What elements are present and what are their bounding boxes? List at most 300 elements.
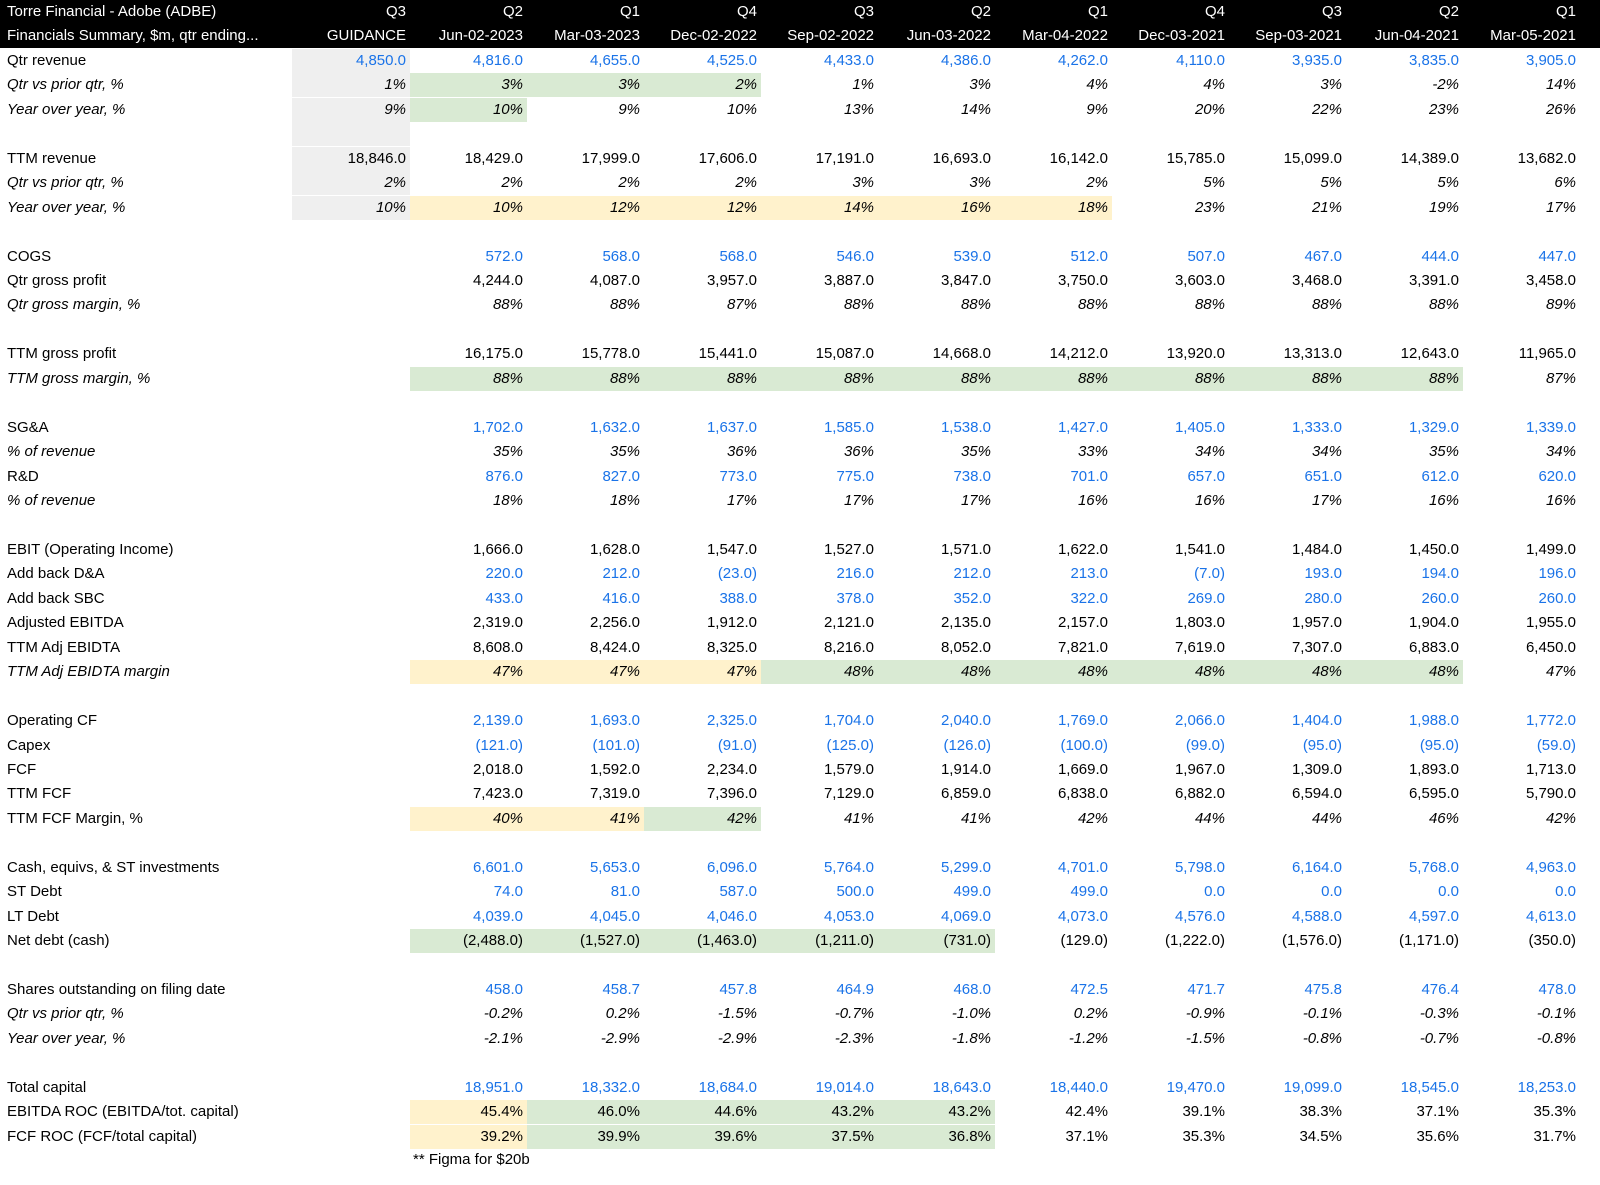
table-cell[interactable]: 35% bbox=[960, 443, 991, 461]
row-label[interactable]: Year over year, % bbox=[7, 1029, 126, 1047]
table-cell[interactable] bbox=[644, 391, 761, 415]
table-cell[interactable]: 48% bbox=[1112, 660, 1229, 684]
table-cell[interactable]: 2,139.0 bbox=[472, 712, 523, 730]
table-cell[interactable]: 6,601.0 bbox=[472, 858, 523, 876]
table-cell[interactable]: 0.2% bbox=[605, 1005, 640, 1023]
table-cell[interactable] bbox=[527, 831, 644, 855]
table-cell[interactable]: 1,957.0 bbox=[1291, 614, 1342, 632]
table-cell[interactable]: 3% bbox=[969, 174, 991, 192]
table-cell[interactable]: 14,668.0 bbox=[932, 345, 991, 363]
table-cell[interactable]: 88% bbox=[878, 367, 995, 391]
table-cell[interactable]: 44% bbox=[1194, 809, 1225, 827]
table-cell[interactable] bbox=[761, 954, 878, 978]
table-cell[interactable]: 4% bbox=[1203, 76, 1225, 94]
table-cell[interactable]: 45.4% bbox=[410, 1100, 527, 1124]
row-label[interactable] bbox=[0, 122, 292, 146]
table-cell[interactable] bbox=[292, 1125, 410, 1149]
table-cell[interactable]: 475.8 bbox=[1304, 981, 1342, 998]
table-cell[interactable]: 260.0 bbox=[1538, 589, 1576, 607]
header-cell[interactable]: Sep-02-2022 bbox=[787, 27, 874, 45]
table-cell[interactable] bbox=[527, 122, 644, 146]
table-cell[interactable]: 31.7% bbox=[1533, 1127, 1576, 1145]
table-cell[interactable] bbox=[878, 391, 995, 415]
table-cell[interactable]: 3,750.0 bbox=[1057, 271, 1108, 289]
table-cell[interactable]: -0.1% bbox=[1536, 1005, 1576, 1023]
table-cell[interactable]: 36.8% bbox=[878, 1125, 995, 1149]
row-label[interactable]: % of revenue bbox=[7, 492, 96, 509]
table-cell[interactable]: 1,499.0 bbox=[1525, 540, 1576, 558]
table-cell[interactable] bbox=[292, 367, 410, 391]
table-cell[interactable]: 1,405.0 bbox=[1174, 418, 1225, 436]
table-cell[interactable] bbox=[292, 685, 410, 709]
table-cell[interactable] bbox=[292, 905, 410, 929]
table-cell[interactable] bbox=[878, 831, 995, 855]
table-cell[interactable]: 19,099.0 bbox=[1283, 1078, 1342, 1096]
table-cell[interactable]: 1,579.0 bbox=[823, 760, 874, 778]
table-cell[interactable]: 42% bbox=[1077, 809, 1108, 827]
table-cell[interactable]: 447.0 bbox=[1538, 247, 1576, 265]
table-cell[interactable]: (95.0) bbox=[1419, 736, 1459, 754]
table-cell[interactable]: 88% bbox=[1346, 367, 1463, 391]
table-cell[interactable] bbox=[878, 954, 995, 978]
table-cell[interactable] bbox=[1112, 513, 1229, 537]
table-cell[interactable] bbox=[292, 416, 410, 440]
table-cell[interactable]: 36% bbox=[843, 443, 874, 461]
table-cell[interactable]: 88% bbox=[995, 367, 1112, 391]
table-cell[interactable]: 5% bbox=[1437, 174, 1459, 192]
row-label[interactable]: % of revenue bbox=[7, 443, 96, 461]
row-label[interactable] bbox=[0, 220, 292, 244]
table-cell[interactable]: 14% bbox=[1545, 76, 1576, 94]
table-cell[interactable]: 18,429.0 bbox=[464, 149, 523, 167]
table-cell[interactable]: 34% bbox=[1545, 443, 1576, 461]
table-cell[interactable]: 5% bbox=[1203, 174, 1225, 192]
table-cell[interactable]: 1,637.0 bbox=[706, 418, 757, 436]
table-cell[interactable]: 2,135.0 bbox=[940, 614, 991, 632]
table-cell[interactable]: 2,325.0 bbox=[706, 712, 757, 730]
table-cell[interactable]: 1,988.0 bbox=[1408, 712, 1459, 730]
table-cell[interactable]: 0.0 bbox=[1321, 883, 1342, 901]
table-cell[interactable]: 3,468.0 bbox=[1291, 271, 1342, 289]
table-cell[interactable]: 18,253.0 bbox=[1517, 1078, 1576, 1096]
table-cell[interactable]: 44.6% bbox=[644, 1100, 761, 1124]
table-cell[interactable] bbox=[878, 122, 995, 146]
table-cell[interactable]: 0.0 bbox=[1438, 883, 1459, 901]
table-cell[interactable]: 1% bbox=[292, 73, 410, 97]
table-cell[interactable]: -0.7% bbox=[834, 1005, 874, 1023]
table-cell[interactable] bbox=[878, 220, 995, 244]
table-cell[interactable]: 827.0 bbox=[602, 467, 640, 485]
table-cell[interactable] bbox=[644, 685, 761, 709]
table-cell[interactable]: 46.0% bbox=[527, 1100, 644, 1124]
row-label[interactable]: R&D bbox=[7, 467, 39, 485]
table-cell[interactable]: 3,458.0 bbox=[1525, 271, 1576, 289]
table-cell[interactable]: 2,234.0 bbox=[706, 760, 757, 778]
table-cell[interactable]: 14,389.0 bbox=[1400, 149, 1459, 167]
table-cell[interactable] bbox=[1346, 318, 1463, 342]
table-cell[interactable] bbox=[410, 391, 527, 415]
table-cell[interactable]: 458.7 bbox=[602, 981, 640, 998]
table-cell[interactable] bbox=[761, 318, 878, 342]
table-cell[interactable]: 12% bbox=[527, 196, 644, 220]
table-cell[interactable] bbox=[761, 685, 878, 709]
table-cell[interactable]: 87% bbox=[726, 296, 757, 314]
table-cell[interactable]: (350.0) bbox=[1528, 932, 1576, 950]
table-cell[interactable]: 3% bbox=[527, 73, 644, 97]
table-cell[interactable]: 23% bbox=[1428, 100, 1459, 118]
table-cell[interactable] bbox=[292, 342, 410, 366]
table-cell[interactable] bbox=[1463, 122, 1580, 146]
header-cell[interactable]: Dec-03-2021 bbox=[1138, 27, 1225, 45]
row-label[interactable]: EBIT (Operating Income) bbox=[7, 540, 174, 558]
table-cell[interactable]: 657.0 bbox=[1187, 467, 1225, 485]
table-cell[interactable] bbox=[878, 685, 995, 709]
table-cell[interactable]: 2% bbox=[292, 171, 410, 195]
table-cell[interactable]: 701.0 bbox=[1070, 467, 1108, 485]
table-cell[interactable]: 7,821.0 bbox=[1057, 638, 1108, 656]
row-label[interactable]: TTM Adj EBIDTA margin bbox=[7, 663, 170, 681]
table-cell[interactable]: 0.2% bbox=[1073, 1005, 1108, 1023]
table-cell[interactable]: 22% bbox=[1311, 100, 1342, 118]
table-cell[interactable]: 26% bbox=[1545, 100, 1576, 118]
table-cell[interactable]: -0.1% bbox=[1302, 1005, 1342, 1023]
table-cell[interactable]: 3,905.0 bbox=[1525, 51, 1576, 69]
table-cell[interactable] bbox=[292, 611, 410, 635]
table-cell[interactable] bbox=[644, 318, 761, 342]
table-cell[interactable]: 2,256.0 bbox=[589, 614, 640, 632]
row-label[interactable]: SG&A bbox=[7, 418, 49, 436]
table-cell[interactable] bbox=[1229, 122, 1346, 146]
table-cell[interactable]: 12% bbox=[644, 196, 761, 220]
table-cell[interactable]: 1,955.0 bbox=[1525, 614, 1576, 632]
row-label[interactable]: EBITDA ROC (EBITDA/tot. capital) bbox=[7, 1103, 239, 1121]
table-cell[interactable]: 3% bbox=[852, 174, 874, 192]
table-cell[interactable]: 4,262.0 bbox=[1057, 51, 1108, 69]
table-cell[interactable]: 10% bbox=[410, 98, 527, 122]
table-cell[interactable] bbox=[292, 391, 410, 415]
table-cell[interactable]: 48% bbox=[878, 660, 995, 684]
table-cell[interactable] bbox=[292, 1100, 410, 1124]
table-cell[interactable]: 10% bbox=[410, 196, 527, 220]
table-cell[interactable]: 18,846.0 bbox=[292, 147, 410, 171]
table-cell[interactable]: (129.0) bbox=[1060, 932, 1108, 950]
table-cell[interactable]: 88% bbox=[843, 296, 874, 314]
table-cell[interactable]: 468.0 bbox=[953, 981, 991, 998]
table-cell[interactable] bbox=[292, 587, 410, 611]
table-cell[interactable]: 15,099.0 bbox=[1283, 149, 1342, 167]
table-cell[interactable]: 4,046.0 bbox=[706, 907, 757, 925]
table-cell[interactable]: 3,603.0 bbox=[1174, 271, 1225, 289]
table-cell[interactable]: 620.0 bbox=[1538, 467, 1576, 485]
table-cell[interactable]: 196.0 bbox=[1538, 565, 1576, 583]
table-cell[interactable] bbox=[292, 929, 410, 953]
table-cell[interactable]: -0.9% bbox=[1185, 1005, 1225, 1023]
table-cell[interactable] bbox=[1463, 1051, 1580, 1075]
table-cell[interactable]: 388.0 bbox=[719, 589, 757, 607]
table-cell[interactable] bbox=[644, 1051, 761, 1075]
table-cell[interactable] bbox=[292, 122, 410, 146]
table-cell[interactable]: 36% bbox=[726, 443, 757, 461]
table-cell[interactable]: 1,666.0 bbox=[472, 540, 523, 558]
table-cell[interactable] bbox=[1229, 318, 1346, 342]
table-cell[interactable] bbox=[292, 734, 410, 758]
table-cell[interactable] bbox=[1112, 954, 1229, 978]
header-cell[interactable]: Mar-03-2023 bbox=[554, 27, 640, 45]
table-cell[interactable] bbox=[292, 245, 410, 269]
table-cell[interactable]: 43.2% bbox=[761, 1100, 878, 1124]
table-cell[interactable]: 467.0 bbox=[1304, 247, 1342, 265]
table-cell[interactable] bbox=[292, 440, 410, 464]
row-label[interactable]: Capex bbox=[7, 736, 51, 754]
table-cell[interactable] bbox=[995, 831, 1112, 855]
table-cell[interactable]: (100.0) bbox=[1060, 736, 1108, 754]
table-cell[interactable]: 88% bbox=[1428, 296, 1459, 314]
table-cell[interactable] bbox=[292, 782, 410, 806]
table-cell[interactable] bbox=[292, 954, 410, 978]
table-cell[interactable]: 1,547.0 bbox=[706, 540, 757, 558]
table-cell[interactable] bbox=[292, 1027, 410, 1051]
table-cell[interactable]: 213.0 bbox=[1070, 565, 1108, 583]
table-cell[interactable]: 1,914.0 bbox=[940, 760, 991, 778]
table-cell[interactable]: 1,309.0 bbox=[1291, 760, 1342, 778]
table-cell[interactable] bbox=[995, 1051, 1112, 1075]
table-cell[interactable] bbox=[761, 1051, 878, 1075]
table-cell[interactable]: 269.0 bbox=[1187, 589, 1225, 607]
table-cell[interactable]: 2,157.0 bbox=[1057, 614, 1108, 632]
table-cell[interactable]: 21% bbox=[1311, 198, 1342, 216]
table-cell[interactable]: 39.1% bbox=[1182, 1103, 1225, 1121]
table-cell[interactable]: 6,594.0 bbox=[1291, 785, 1342, 803]
table-cell[interactable] bbox=[995, 513, 1112, 537]
table-cell[interactable]: 651.0 bbox=[1304, 467, 1342, 485]
table-cell[interactable]: 4,045.0 bbox=[589, 907, 640, 925]
table-cell[interactable]: (101.0) bbox=[592, 736, 640, 754]
table-cell[interactable]: 1,622.0 bbox=[1057, 540, 1108, 558]
table-cell[interactable]: 4,386.0 bbox=[940, 51, 991, 69]
table-cell[interactable]: 38.3% bbox=[1299, 1103, 1342, 1121]
table-cell[interactable]: 193.0 bbox=[1304, 565, 1342, 583]
table-cell[interactable]: 5% bbox=[1320, 174, 1342, 192]
table-cell[interactable]: 773.0 bbox=[719, 467, 757, 485]
table-cell[interactable] bbox=[1463, 391, 1580, 415]
table-cell[interactable]: 14% bbox=[960, 100, 991, 118]
table-cell[interactable]: 4,525.0 bbox=[706, 51, 757, 69]
table-cell[interactable]: 1,339.0 bbox=[1525, 418, 1576, 436]
table-cell[interactable]: 7,619.0 bbox=[1174, 638, 1225, 656]
table-cell[interactable]: 5,790.0 bbox=[1525, 785, 1576, 803]
table-cell[interactable] bbox=[292, 831, 410, 855]
header-cell[interactable]: Q4 bbox=[1204, 3, 1225, 20]
table-cell[interactable] bbox=[1229, 513, 1346, 537]
table-cell[interactable] bbox=[644, 954, 761, 978]
header-cell[interactable]: Q2 bbox=[502, 3, 523, 20]
table-cell[interactable]: 4,053.0 bbox=[823, 907, 874, 925]
table-cell[interactable]: (2,488.0) bbox=[410, 929, 527, 953]
table-cell[interactable]: -2.3% bbox=[834, 1029, 874, 1047]
table-cell[interactable]: 1,904.0 bbox=[1408, 614, 1459, 632]
table-cell[interactable] bbox=[644, 513, 761, 537]
table-cell[interactable]: (7.0) bbox=[1194, 565, 1225, 583]
row-label[interactable]: Add back D&A bbox=[7, 565, 105, 583]
table-cell[interactable]: 89% bbox=[1545, 296, 1576, 314]
row-label[interactable]: Year over year, % bbox=[7, 100, 126, 118]
table-cell[interactable]: 88% bbox=[1194, 296, 1225, 314]
table-cell[interactable]: 0.0 bbox=[1204, 883, 1225, 901]
table-cell[interactable]: 499.0 bbox=[953, 883, 991, 901]
table-cell[interactable]: 18,440.0 bbox=[1049, 1078, 1108, 1096]
row-label[interactable]: Net debt (cash) bbox=[7, 932, 110, 950]
table-cell[interactable]: 4,613.0 bbox=[1525, 907, 1576, 925]
table-cell[interactable]: 19% bbox=[1428, 198, 1459, 216]
table-cell[interactable]: 568.0 bbox=[719, 247, 757, 265]
row-label[interactable]: Year over year, % bbox=[7, 198, 126, 216]
header-cell[interactable]: Q4 bbox=[736, 3, 757, 20]
table-cell[interactable]: 19,014.0 bbox=[815, 1078, 874, 1096]
table-cell[interactable]: 476.4 bbox=[1421, 981, 1459, 998]
table-cell[interactable] bbox=[1463, 318, 1580, 342]
table-cell[interactable]: 47% bbox=[410, 660, 527, 684]
table-cell[interactable] bbox=[1229, 391, 1346, 415]
table-cell[interactable]: 88% bbox=[1077, 296, 1108, 314]
row-label[interactable]: Qtr gross margin, % bbox=[7, 296, 141, 314]
row-label[interactable]: TTM gross profit bbox=[7, 345, 117, 363]
table-cell[interactable]: 1,484.0 bbox=[1291, 540, 1342, 558]
table-cell[interactable]: 10% bbox=[292, 196, 410, 220]
table-cell[interactable]: 1,669.0 bbox=[1057, 760, 1108, 778]
table-cell[interactable]: 44% bbox=[1311, 809, 1342, 827]
table-cell[interactable] bbox=[878, 513, 995, 537]
table-cell[interactable]: 5,764.0 bbox=[823, 858, 874, 876]
table-cell[interactable]: 212.0 bbox=[602, 565, 640, 583]
table-cell[interactable]: 0.0 bbox=[1555, 883, 1576, 901]
table-cell[interactable] bbox=[995, 220, 1112, 244]
table-cell[interactable] bbox=[1229, 831, 1346, 855]
table-cell[interactable] bbox=[761, 391, 878, 415]
table-cell[interactable]: 1,427.0 bbox=[1057, 418, 1108, 436]
table-cell[interactable]: 1,713.0 bbox=[1525, 760, 1576, 778]
table-cell[interactable] bbox=[1229, 954, 1346, 978]
table-cell[interactable]: 4,850.0 bbox=[292, 49, 410, 73]
table-cell[interactable]: 41% bbox=[960, 809, 991, 827]
table-cell[interactable] bbox=[527, 954, 644, 978]
table-cell[interactable]: (1,576.0) bbox=[1281, 932, 1342, 950]
table-cell[interactable] bbox=[1346, 954, 1463, 978]
table-cell[interactable]: 17,999.0 bbox=[581, 149, 640, 167]
table-cell[interactable] bbox=[995, 954, 1112, 978]
table-cell[interactable]: 88% bbox=[410, 367, 527, 391]
row-label[interactable]: TTM revenue bbox=[7, 149, 97, 167]
table-cell[interactable]: 88% bbox=[609, 296, 640, 314]
table-cell[interactable]: 4,963.0 bbox=[1525, 858, 1576, 876]
table-cell[interactable]: 458.0 bbox=[485, 981, 523, 998]
table-cell[interactable]: 37.1% bbox=[1416, 1103, 1459, 1121]
row-label[interactable]: Qtr vs prior qtr, % bbox=[7, 174, 124, 192]
table-cell[interactable] bbox=[878, 1051, 995, 1075]
table-cell[interactable]: 539.0 bbox=[953, 247, 991, 265]
row-label[interactable]: TTM Adj EBIDTA bbox=[7, 638, 121, 656]
header-cell[interactable]: Jun-03-2022 bbox=[906, 27, 991, 45]
table-cell[interactable]: 2% bbox=[735, 174, 757, 192]
table-cell[interactable] bbox=[761, 513, 878, 537]
table-cell[interactable]: 1,704.0 bbox=[823, 712, 874, 730]
table-cell[interactable]: 3,957.0 bbox=[706, 271, 757, 289]
table-cell[interactable]: 81.0 bbox=[610, 883, 640, 901]
table-cell[interactable]: 35% bbox=[1428, 443, 1459, 461]
table-cell[interactable]: 9% bbox=[1086, 100, 1108, 118]
table-cell[interactable]: 4,069.0 bbox=[940, 907, 991, 925]
row-label[interactable] bbox=[0, 831, 292, 855]
table-cell[interactable]: 738.0 bbox=[953, 467, 991, 485]
table-cell[interactable] bbox=[292, 489, 410, 513]
table-cell[interactable]: 2,066.0 bbox=[1174, 712, 1225, 730]
table-cell[interactable]: 15,785.0 bbox=[1166, 149, 1225, 167]
table-cell[interactable]: 8,216.0 bbox=[823, 638, 874, 656]
table-cell[interactable]: 416.0 bbox=[602, 589, 640, 607]
table-cell[interactable]: 23% bbox=[1194, 198, 1225, 216]
table-cell[interactable] bbox=[410, 831, 527, 855]
table-cell[interactable]: 220.0 bbox=[485, 565, 523, 583]
table-cell[interactable]: 5,653.0 bbox=[589, 858, 640, 876]
table-cell[interactable]: 775.0 bbox=[836, 467, 874, 485]
table-cell[interactable]: 512.0 bbox=[1070, 247, 1108, 265]
table-cell[interactable]: 546.0 bbox=[836, 247, 874, 265]
table-cell[interactable]: 18,951.0 bbox=[464, 1078, 523, 1096]
table-cell[interactable] bbox=[1346, 220, 1463, 244]
table-cell[interactable]: 39.6% bbox=[644, 1125, 761, 1149]
table-cell[interactable] bbox=[292, 513, 410, 537]
table-cell[interactable]: 47% bbox=[527, 660, 644, 684]
table-cell[interactable]: 12,643.0 bbox=[1400, 345, 1459, 363]
table-cell[interactable]: 37.5% bbox=[761, 1125, 878, 1149]
table-cell[interactable] bbox=[292, 856, 410, 880]
table-cell[interactable]: 7,129.0 bbox=[823, 785, 874, 803]
table-cell[interactable]: 48% bbox=[1229, 660, 1346, 684]
table-cell[interactable]: 16% bbox=[1194, 492, 1225, 509]
row-label[interactable]: TTM FCF Margin, % bbox=[7, 809, 143, 827]
table-cell[interactable]: 8,325.0 bbox=[706, 638, 757, 656]
table-cell[interactable]: 471.7 bbox=[1187, 981, 1225, 998]
table-cell[interactable]: 19,470.0 bbox=[1166, 1078, 1225, 1096]
table-cell[interactable]: 17% bbox=[1545, 198, 1576, 216]
row-label[interactable]: Qtr revenue bbox=[7, 51, 87, 69]
header-cell[interactable]: Q3 bbox=[853, 3, 874, 20]
table-cell[interactable]: 6,164.0 bbox=[1291, 858, 1342, 876]
row-label[interactable]: TTM gross margin, % bbox=[7, 369, 151, 387]
table-cell[interactable]: 4,576.0 bbox=[1174, 907, 1225, 925]
table-cell[interactable] bbox=[1229, 220, 1346, 244]
table-cell[interactable]: 1% bbox=[852, 76, 874, 94]
table-cell[interactable]: 572.0 bbox=[485, 247, 523, 265]
table-cell[interactable] bbox=[761, 220, 878, 244]
table-cell[interactable]: -2% bbox=[1432, 76, 1459, 94]
table-cell[interactable]: 216.0 bbox=[836, 565, 874, 583]
table-cell[interactable]: 1,538.0 bbox=[940, 418, 991, 436]
table-cell[interactable]: 4,110.0 bbox=[1176, 51, 1225, 69]
table-cell[interactable] bbox=[410, 220, 527, 244]
table-cell[interactable] bbox=[1463, 954, 1580, 978]
table-cell[interactable]: (1,463.0) bbox=[644, 929, 761, 953]
table-cell[interactable] bbox=[410, 318, 527, 342]
table-cell[interactable]: 35.6% bbox=[1416, 1127, 1459, 1145]
table-cell[interactable]: 876.0 bbox=[485, 467, 523, 485]
table-cell[interactable]: 2,319.0 bbox=[472, 614, 523, 632]
table-cell[interactable]: 34% bbox=[1311, 443, 1342, 461]
header-cell[interactable]: Q2 bbox=[970, 3, 991, 20]
header-cell[interactable]: Q3 bbox=[1321, 3, 1342, 20]
table-cell[interactable]: 1,693.0 bbox=[589, 712, 640, 730]
row-label[interactable] bbox=[0, 513, 292, 537]
table-cell[interactable] bbox=[1346, 391, 1463, 415]
